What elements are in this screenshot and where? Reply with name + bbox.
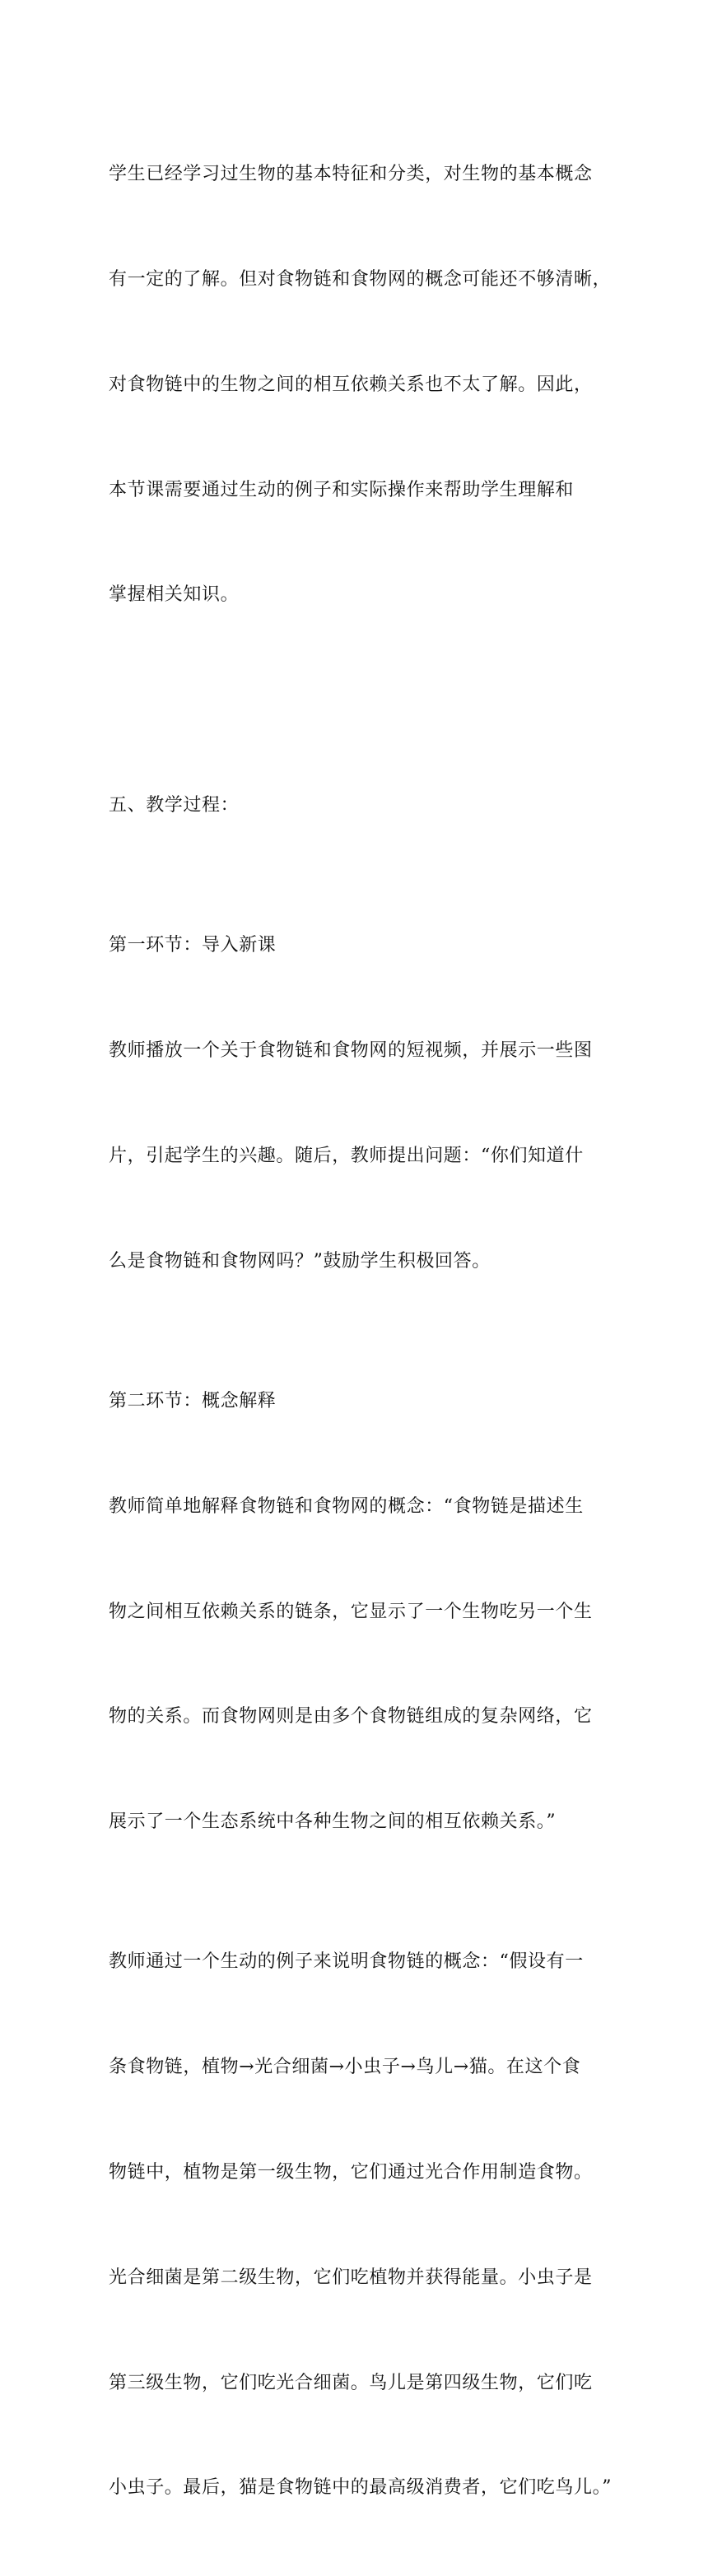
text-line: 物链中，植物是第一级生物，它们通过光合作用制造食物。 — [109, 2162, 593, 2183]
text-line: 学生已经学习过生物的基本特征和分类，对生物的基本概念 — [109, 164, 593, 185]
document-body — [109, 87, 611, 2576]
step-2-title: 第二环节：概念解释 — [109, 1390, 277, 1411]
step-1-title: 第一环节：导入新课 — [109, 935, 277, 956]
text-line: 物的关系。而食物网则是由多个食物链组成的复杂网络，它 — [109, 1706, 593, 1727]
text-line: 教师简单地解释食物链和食物网的概念：“食物链是描述生 — [109, 1495, 584, 1517]
text-line: 有一定的了解。但对食物链和食物网的概念可能还不够清晰， — [109, 268, 612, 290]
text-line: 光合细菌是第二级生物，它们吃植物并获得能量。小虫子是 — [109, 2267, 593, 2288]
text-line: 条食物链，植物→光合细菌→小虫子→鸟儿→猫。在这个食 — [109, 2057, 581, 2078]
text-line: 教师通过一个生动的例子来说明食物链的概念：“假设有一 — [109, 1951, 584, 1973]
text-line: 么是食物链和食物网吗？”鼓励学生积极回答。 — [109, 1250, 491, 1272]
text-line: 教师播放一个关于食物链和食物网的短视频，并展示一些图 — [109, 1040, 593, 1062]
text-line: 本节课需要通过生动的例子和实际操作来帮助学生理解和 — [109, 479, 575, 500]
section-heading: 五、教学过程： — [109, 794, 240, 816]
text-line: 小虫子。最后，猫是食物链中的最高级消费者，它们吃鸟儿。” — [109, 2477, 613, 2499]
text-line: 对食物链中的生物之间的相互依赖关系也不太了解。因此， — [109, 374, 593, 395]
text-line: 物之间相互依赖关系的链条，它显示了一个生物吃另一个生 — [109, 1601, 593, 1622]
paragraph-student-background — [109, 87, 611, 683]
blank-line — [109, 683, 611, 718]
text-line: 展示了一个生态系统中各种生物之间的相互依赖关系。” — [109, 1811, 557, 1833]
section-teaching-process — [109, 718, 611, 2576]
text-line: 掌握相关知识。 — [109, 584, 240, 606]
text-line: 第三级生物，它们吃光合细菌。鸟儿是第四级生物，它们吃 — [109, 2372, 593, 2393]
text-line: 片，引起学生的兴趣。随后，教师提出问题：“你们知道什 — [109, 1145, 584, 1166]
